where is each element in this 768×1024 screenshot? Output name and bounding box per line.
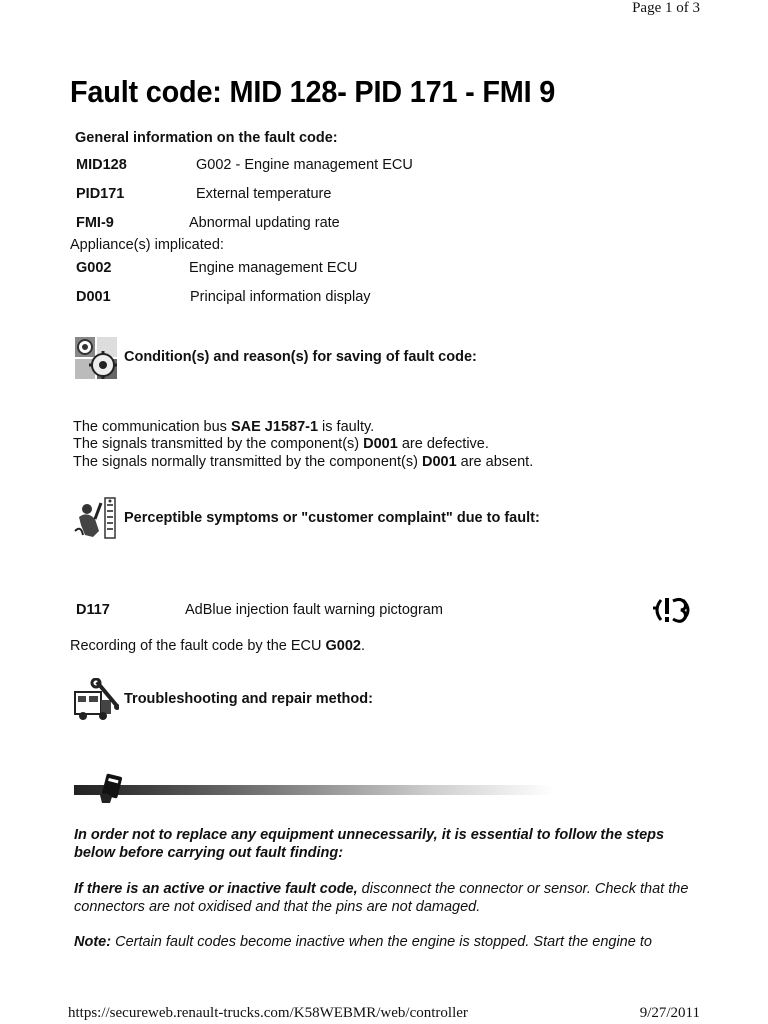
condition-line-2: The signals transmitted by the component(s) D001 are defective. <box>73 436 489 452</box>
gears-icon <box>73 335 119 381</box>
page-title: Fault code: MID 128- PID 171 - FMI 9 <box>70 74 556 109</box>
active-fault-paragraph: If there is an active or inactive fault code, disconnect the connector or sensor. Check that the connectors are not oxidised and that the pins are not damaged. <box>74 881 689 915</box>
intro-paragraph: In order not to replace any equipment unnecessarily, it is essential to follow the steps below before carrying out fault finding: <box>74 827 665 861</box>
appliance-desc-g002: Engine management ECU <box>189 260 358 276</box>
page-indicator: Page 1 of 3 <box>632 0 700 16</box>
wrench-truck-icon <box>73 678 119 724</box>
symptom-desc: AdBlue injection fault warning pictogram <box>185 602 443 618</box>
footer-date: 9/27/2011 <box>639 1005 700 1021</box>
recording-line: Recording of the fault code by the ECU G002. <box>70 638 366 654</box>
symptom-code: D117 <box>76 602 110 618</box>
driver-complaint-icon <box>73 495 119 541</box>
condition-line-3: The signals normally transmitted by the component(s) D001 are absent. <box>73 454 534 470</box>
footer-url[interactable]: https://secureweb.renault-trucks.com/K58WEBMR/web/controller <box>68 1005 468 1021</box>
note-hand-icon <box>98 773 128 805</box>
section-divider <box>74 785 554 795</box>
general-code-mid: MID128 <box>76 157 127 173</box>
appliance-code-d001: D001 <box>76 289 111 305</box>
general-desc-mid: G002 - Engine management ECU <box>196 157 413 173</box>
general-code-fmi: FMI-9 <box>76 215 114 231</box>
note-paragraph: Note: Certain fault codes become inactive when the engine is stopped. Start the engine to <box>74 934 652 950</box>
appliances-heading: Appliance(s) implicated: <box>70 237 224 253</box>
symptoms-heading: Perceptible symptoms or "customer complaint" due to fault: <box>124 510 540 526</box>
condition-line-1: The communication bus SAE J1587-1 is faulty. <box>73 419 375 435</box>
troubleshooting-heading: Troubleshooting and repair method: <box>124 691 373 707</box>
conditions-heading: Condition(s) and reason(s) for saving of fault code: <box>124 349 477 365</box>
general-desc-fmi: Abnormal updating rate <box>189 215 340 231</box>
general-desc-pid: External temperature <box>196 186 332 202</box>
general-code-pid: PID171 <box>76 186 125 202</box>
appliance-desc-d001: Principal information display <box>190 289 371 305</box>
general-info-heading: General information on the fault code: <box>75 130 338 146</box>
appliance-code-g002: G002 <box>76 260 112 276</box>
adblue-warning-icon <box>651 595 693 625</box>
